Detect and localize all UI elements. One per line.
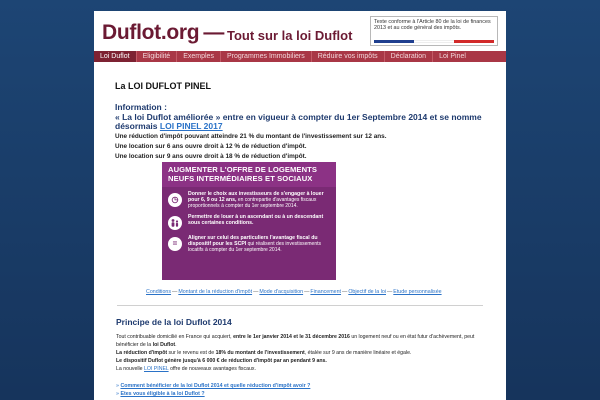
section-body bbox=[116, 333, 492, 373]
paragraph-4 bbox=[116, 365, 492, 373]
faq-link-eligible[interactable]: Etes vous éligible à la loi Duflot ? bbox=[120, 391, 205, 397]
site-logo[interactable] bbox=[102, 21, 228, 45]
paragraph-3 bbox=[116, 357, 492, 365]
paragraph-2 bbox=[116, 349, 492, 357]
p2-text-d: , étalée sur 9 ans de manière linéaire et égale. bbox=[304, 350, 412, 356]
divider bbox=[117, 305, 483, 306]
info-line-2: Une location sur 6 ans ouvre droit à 12 % de réduction d'impôt. bbox=[115, 142, 307, 150]
conformity-box bbox=[370, 16, 498, 46]
p2-text: sur le revenu est de bbox=[168, 350, 215, 356]
p1-text-c: un logement neuf ou en état futur d'achèvement, peut bénéficier de la bbox=[116, 334, 475, 348]
link-sep: — bbox=[304, 289, 310, 295]
info-line-1: Une réduction d'impôt pouvant atteindre 21 % du montant de l'investissement sur 12 ans. bbox=[115, 132, 387, 140]
faq-item bbox=[116, 382, 310, 390]
info-label: Information : bbox=[115, 102, 167, 112]
banner-row-1-bold: Donner le choix aux investisseurs de s'engager à louer pour 6, 9 ou 12 ans, bbox=[188, 190, 324, 203]
nav-item-loi-pinel[interactable]: Loi Pinel bbox=[439, 53, 466, 60]
loi-pinel-link[interactable]: LOI PINEL 2017 bbox=[159, 121, 223, 131]
equal-icon: = bbox=[168, 237, 182, 251]
banner-row-1-text: en contrepartie d'avantages fiscaux proportionnels à compter du 1er septembre 2014. bbox=[188, 196, 317, 209]
link-sep: — bbox=[253, 289, 259, 295]
nav-item-eligibilite[interactable]: Eligibilité bbox=[137, 51, 178, 62]
french-flag-icon bbox=[374, 40, 494, 43]
nav-item-programmes[interactable]: Programmes Immobiliers bbox=[221, 51, 312, 62]
p2-label: La réduction d'impôt bbox=[116, 350, 168, 356]
clock-icon: ◷ bbox=[168, 193, 182, 207]
p1-text-a: Tout contribuable domicilié en France qui acquiert, bbox=[116, 334, 232, 340]
site-header bbox=[94, 11, 506, 50]
info-text bbox=[115, 113, 485, 132]
info-text-body: « La loi Duflot améliorée » entre en vigueur à compter du 1er Septembre 2014 et se nomme désormais bbox=[115, 111, 482, 131]
banner-row-3-text: qui réalisent des investissements locatifs à compter du 1er septembre 2014. bbox=[188, 240, 321, 253]
banner-row-2 bbox=[162, 210, 336, 231]
banner-row-3-bold: Aligner sur celui des particuliers l'avantage fiscal du dispositif pour les SCPI bbox=[188, 234, 318, 247]
main-nav bbox=[94, 51, 506, 62]
page-title: La LOI DUFLOT PINEL bbox=[115, 81, 211, 91]
conformity-text: Texte conforme à l'Article 80 de la loi de finances 2013 et au code général des impôts. bbox=[374, 19, 491, 32]
logo-text[interactable]: Duflot.org bbox=[102, 21, 200, 44]
p4-text-b: offre de nouveaux avantages fiscaux. bbox=[170, 366, 256, 372]
pinel-banner-image bbox=[162, 162, 336, 280]
logo-dash: — bbox=[203, 21, 225, 44]
site-tagline: Tout sur la loi Duflot bbox=[227, 28, 353, 43]
main-content bbox=[115, 81, 485, 162]
faq-bullet: » bbox=[116, 391, 119, 397]
nav-item-exemples[interactable]: Exemples bbox=[177, 51, 221, 62]
loi-pinel-inline-link[interactable]: LOI PINEL bbox=[144, 366, 169, 372]
section-title: Principe de la loi Duflot 2014 bbox=[116, 317, 232, 327]
p4-text-a: La nouvelle bbox=[116, 366, 143, 372]
banner-row-1 bbox=[162, 187, 336, 210]
link-sep: — bbox=[172, 289, 178, 295]
topic-links bbox=[146, 289, 486, 295]
banner-row-3 bbox=[162, 231, 336, 254]
family-icon bbox=[168, 216, 182, 230]
link-sep: — bbox=[387, 289, 393, 295]
info-line-3: Une location sur 9 ans ouvre droit à 18 % de réduction d'impôt. bbox=[115, 152, 307, 160]
p1-dates: entre le 1er janvier 2014 et le 31 décembre 2016 bbox=[233, 334, 350, 340]
p3-text: Le dispositif Duflot génère jusqu'à 6 000 € de réduction d'impôt par an pendant 9 ans. bbox=[116, 358, 327, 364]
faq-item bbox=[116, 390, 310, 398]
nav-item-declaration[interactable]: Déclaration bbox=[385, 51, 433, 62]
link-sep: — bbox=[342, 289, 348, 295]
link-financement[interactable]: Financement bbox=[310, 289, 342, 295]
p1-loi-duflot: loi Duflot bbox=[152, 342, 176, 348]
link-objectif[interactable]: Objectif de la loi bbox=[348, 289, 386, 295]
nav-item-loi-duflot[interactable]: Loi Duflot bbox=[94, 51, 137, 62]
paragraph-1: Tout contribuable domicilié en France qui acquiert, entre le 1er janvier 2014 et le 31 décembre 2016 un logement neuf ou en état futur d'achèvement, peut bénéficier de la loi Duflot. bbox=[116, 334, 475, 348]
nav-item-reduire-impots[interactable]: Réduire vos impôts bbox=[312, 51, 385, 62]
banner-title: AUGMENTER L'OFFRE DE LOGEMENTS NEUFS INTERMÉDIAIRES ET SOCIAUX bbox=[162, 162, 336, 187]
link-conditions[interactable]: Conditions bbox=[146, 289, 172, 295]
banner-row-2-bold: Permettre de louer à un ascendant ou à un descendant sous certaines conditions. bbox=[188, 213, 324, 226]
link-montant[interactable]: Montant de la réduction d'impôt bbox=[178, 289, 253, 295]
faq-bullet: » bbox=[116, 383, 119, 389]
p2-rate: 18% du montant de l'investissement bbox=[215, 350, 305, 356]
faq-link-beneficier[interactable]: Comment bénéficier de la loi Duflot 2014 et quelle réduction d'impôt avoir ? bbox=[120, 383, 311, 389]
link-etude[interactable]: Etude personnalisée bbox=[393, 289, 442, 295]
faq-list bbox=[116, 382, 310, 398]
link-mode-acquisition[interactable]: Mode d'acquisition bbox=[259, 289, 304, 295]
